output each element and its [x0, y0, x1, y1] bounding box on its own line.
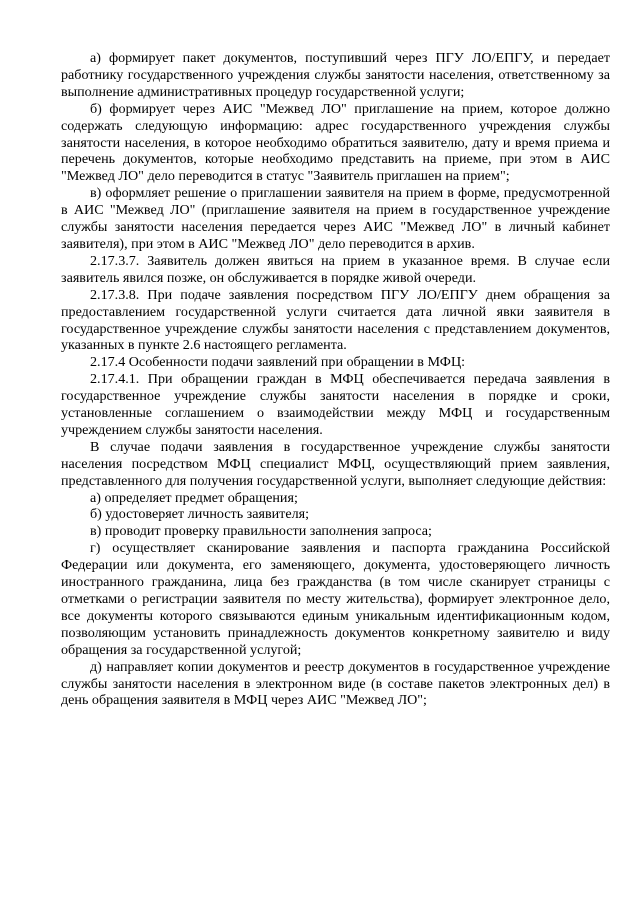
paragraph-d-sends-copies	[61, 659, 610, 710]
paragraph-a-determines-subject	[61, 490, 610, 507]
paragraph-b-verifies-identity	[61, 506, 610, 523]
paragraph-g-scans-documents	[61, 540, 610, 658]
paragraph-text: 2.17.4.1. При обращении граждан в МФЦ обеспечивается передача заявления в государственное учреждение службы занятости населения в порядке и сроки, установленные соглашением о взаимодействии между МФЦ и государственным учреждением службы занятости населения.	[61, 371, 610, 438]
paragraph-2-17-3-8	[61, 287, 610, 355]
paragraph-text: 2.17.3.8. При подаче заявления посредством ПГУ ЛО/ЕПГУ днем обращения за предоставлением государственной услуги считается дата личной явки заявителя в государственное учреждение службы занятости населения с представлением документов, указанных в пункте 2.6 настоящего регламента.	[61, 286, 610, 354]
paragraph-2-17-4-1	[61, 371, 610, 439]
paragraph-text: в) оформляет решение о приглашении заявителя на прием в форме, предусмотренной в АИС "Межвед ЛО" (приглашение заявителя на прием в государственное учреждение службы занятости населения передается через АИС "Межвед ЛО" в личный кабинет заявителя), при этом в АИС "Межвед ЛО" дело переводится в архив.	[61, 185, 610, 252]
paragraph-text: в) проводит проверку правильности заполнения запроса;	[90, 523, 432, 540]
paragraph-text: 2.17.3.7. Заявитель должен явиться на прием в указанное время. В случае если заявитель явился позже, он обслуживается в порядке живой очереди.	[61, 252, 610, 286]
paragraph-b-forms-invitation	[61, 101, 610, 186]
paragraph-text: б) удостоверяет личность заявителя;	[90, 506, 310, 523]
paragraph-v-issues-decision	[61, 185, 610, 253]
document-page	[61, 50, 610, 709]
paragraph-text: а) определяет предмет обращения;	[90, 489, 298, 506]
paragraph-text: б) формирует через АИС "Межвед ЛО" приглашение на прием, которое должно содержать следующую информацию: адрес государственного учреждения службы занятости населения, в которое необходимо обратиться заявителю, дату и время приема и перечень документов, которые необходимо представить на приеме, при этом в АИС "Межвед ЛО" дело переводится в статус "Заявитель приглашен на прием";	[61, 100, 610, 185]
paragraph-text: В случае подачи заявления в государственное учреждение службы занятости населения посредством МФЦ специалист МФЦ, осуществляющий прием заявления, представленного для получения государственной услуги, выполняет следующие действия:	[61, 438, 610, 489]
paragraph-text: г) осуществляет сканирование заявления и паспорта гражданина Российской Федерации или документа, его заменяющего, документа, удостоверяющего личность иностранного гражданина, лица без гражданства (в том числе сканирует страницы с отметками о регистрации заявителя по месту жительства), формирует электронное дело, все документы которого связываются единым уникальным идентификационным кодом, позволяющим установить принадлежность документов конкретному заявителю и виду обращения за государственной услугой;	[61, 540, 610, 658]
paragraph-text: а) формирует пакет документов, поступивший через ПГУ ЛО/ЕПГУ, и передает работнику государственного учреждения службы занятости населения, ответственному за выполнение административных процедур государственной услуги;	[61, 50, 610, 100]
paragraph-v-checks-request	[61, 523, 610, 540]
paragraph-text: д) направляет копии документов и реестр документов в государственное учреждение службы занятости населения в электронном виде (в составе пакетов электронных дел) в день обращения заявителя в МФЦ через АИС "Межвед ЛО";	[61, 658, 610, 709]
paragraph-2-17-3-7	[61, 253, 610, 287]
paragraph-mfc-actions-intro	[61, 439, 610, 490]
paragraph-2-17-4-heading	[61, 354, 610, 371]
paragraph-a-forms-package	[61, 50, 610, 101]
paragraph-text: 2.17.4 Особенности подачи заявлений при обращении в МФЦ:	[90, 354, 466, 371]
